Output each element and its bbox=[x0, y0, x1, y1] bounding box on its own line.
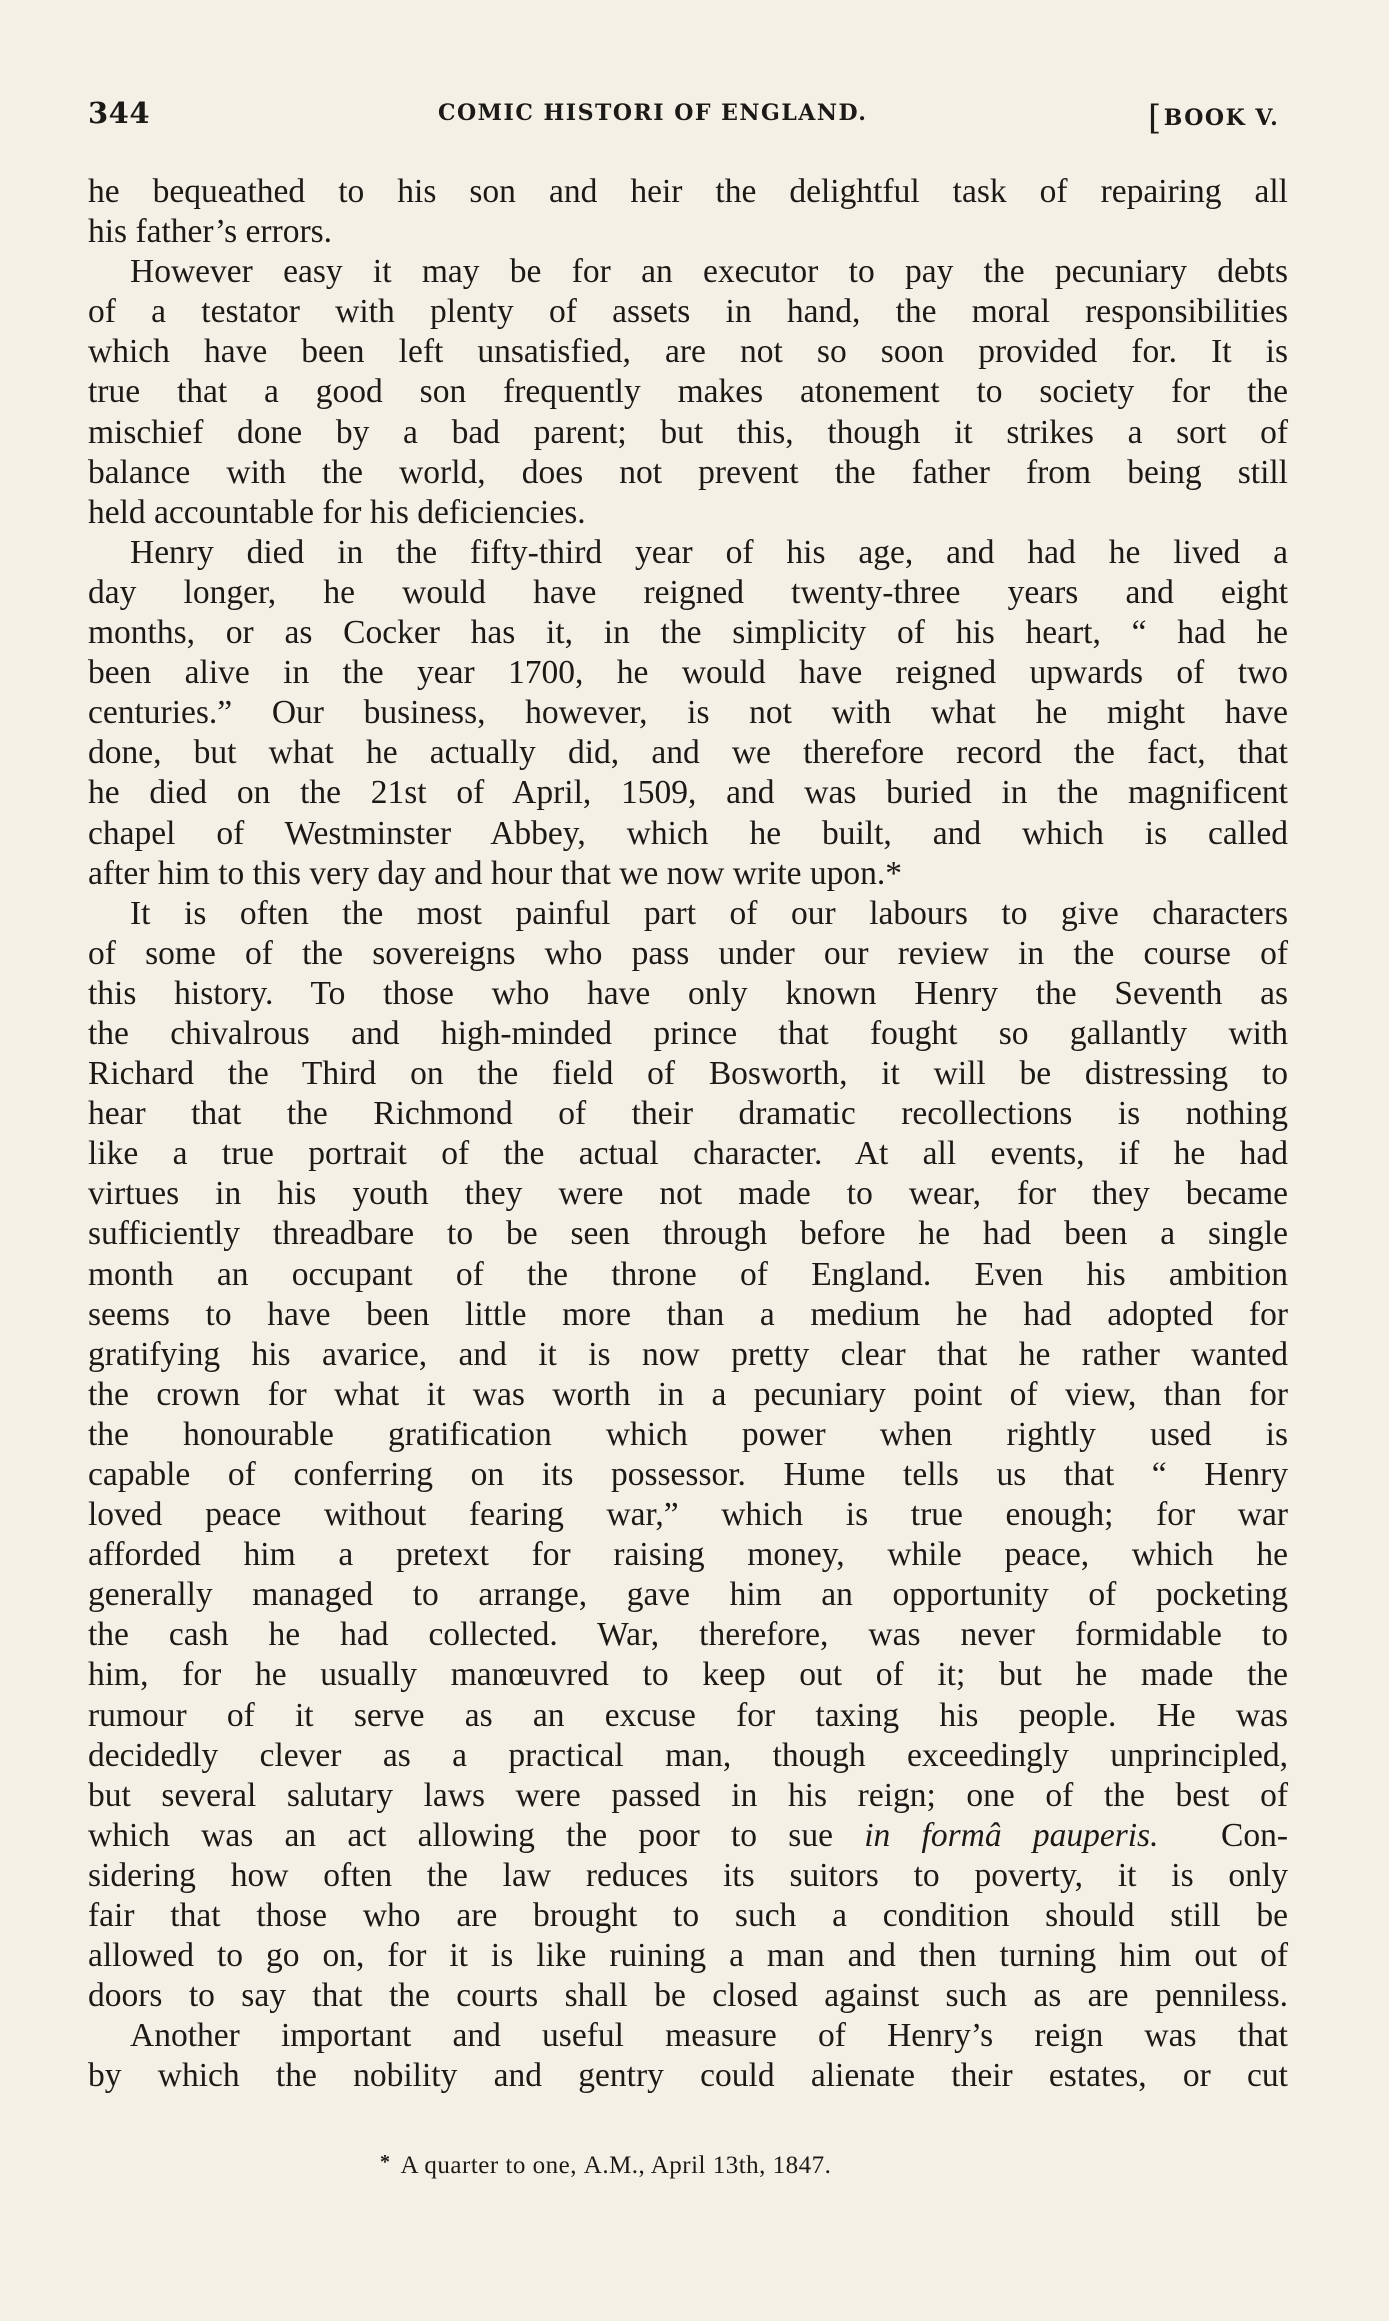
text-line bbox=[88, 1856, 1288, 1896]
text-line-content: the honourable gratification which power when rightly used is bbox=[88, 1415, 1288, 1453]
text-line bbox=[88, 533, 1288, 573]
text-line-content: month an occupant of the throne of England. Even his ambition bbox=[88, 1255, 1288, 1293]
text-line bbox=[88, 252, 1288, 292]
text-line bbox=[88, 1094, 1288, 1134]
text-line bbox=[88, 332, 1288, 372]
text-line bbox=[88, 1415, 1288, 1455]
text-line-content: virtues in his youth they were not made to wear, for they became bbox=[88, 1175, 1288, 1213]
text-line-content: months, or as Cocker has it, in the simplicity of his heart, “ had he bbox=[88, 614, 1288, 652]
text-line-content: afforded him a pretext for raising money, while peace, which he bbox=[88, 1536, 1288, 1574]
text-line bbox=[88, 693, 1288, 733]
text-line-content: Richard the Third on the field of Bosworth, it will be distressing to bbox=[88, 1055, 1288, 1093]
text-line-content: decidedly clever as a practical man, though exceedingly unprincipled, bbox=[88, 1736, 1288, 1774]
text-line-content: Another important and useful measure of Henry’s reign was that bbox=[130, 2017, 1288, 2055]
text-line bbox=[88, 854, 1288, 894]
text-line bbox=[88, 1134, 1288, 1174]
text-line bbox=[88, 1776, 1288, 1816]
latin-phrase: in formâ pauperis. bbox=[864, 1816, 1159, 1854]
text-line-content: day longer, he would have reigned twenty-three years and eight bbox=[88, 573, 1288, 611]
text-line bbox=[88, 493, 1288, 533]
footnote-text-after: April 13th, 1847. bbox=[650, 2152, 832, 2179]
text-line-content: sufficiently threadbare to be seen through before he had been a single bbox=[88, 1215, 1288, 1253]
text-line-content: been alive in the year 1700, he would have reigned upwards of two bbox=[88, 654, 1288, 692]
text-line bbox=[88, 172, 1288, 212]
text-line bbox=[88, 2016, 1288, 2056]
text-line-content: but several salutary laws were passed in his reign; one of the best of bbox=[88, 1776, 1288, 1814]
text-line bbox=[88, 773, 1288, 813]
text-line bbox=[88, 1214, 1288, 1254]
text-line bbox=[88, 1255, 1288, 1295]
text-line-content: which have been left unsatisfied, are not so soon provided for. It is bbox=[88, 333, 1288, 371]
footnote-abbrev: A.M., bbox=[583, 2152, 646, 2179]
text-line bbox=[88, 1696, 1288, 1736]
text-line-content: generally managed to arrange, gave him an opportunity of pocketing bbox=[88, 1576, 1288, 1614]
text-line-content: true that a good son frequently makes atonement to society for the bbox=[88, 373, 1288, 411]
text-line bbox=[88, 733, 1288, 773]
text-line-content: he bequeathed to his son and heir the delightful task of repairing all bbox=[88, 173, 1288, 210]
text-line-content: It is often the most painful part of our labours to give characters bbox=[130, 894, 1288, 932]
text-line bbox=[88, 1335, 1288, 1375]
book-label-text: BOOK V. bbox=[1163, 105, 1280, 131]
text-line-content: allowed to go on, for it is like ruining a man and then turning him out of bbox=[88, 1937, 1288, 1975]
text-line-content: him, for he usually manœuvred to keep out of it; but he made the bbox=[88, 1656, 1288, 1694]
text-line bbox=[88, 1575, 1288, 1615]
text-line bbox=[88, 1375, 1288, 1415]
book-label bbox=[1148, 98, 1279, 138]
body-text bbox=[88, 172, 1288, 2097]
text-line-content: balance with the world, does not prevent the father from being still bbox=[88, 453, 1288, 491]
text-line bbox=[88, 1014, 1288, 1054]
text-line bbox=[88, 1736, 1288, 1776]
text-line bbox=[88, 1535, 1288, 1575]
running-title: COMIC HISTORI OF ENGLAND. bbox=[438, 100, 868, 126]
text-line bbox=[88, 1495, 1288, 1535]
text-line bbox=[88, 1655, 1288, 1695]
text-line bbox=[88, 2056, 1288, 2096]
footnote bbox=[380, 2151, 831, 2180]
text-line bbox=[88, 1976, 1288, 2016]
text-line bbox=[88, 1295, 1288, 1335]
text-line-content: the cash he had collected. War, therefore, was never formidable to bbox=[88, 1616, 1288, 1654]
running-header bbox=[88, 96, 1288, 136]
text-line bbox=[88, 212, 1288, 252]
text-line-content: after him to this very day and hour that we now write upon.* bbox=[88, 854, 903, 892]
text-line-content: held accountable for his deficiencies. bbox=[88, 493, 586, 531]
text-line-content: However easy it may be for an executor to pay the pecuniary debts bbox=[130, 253, 1288, 291]
text-line-content: sidering how often the law reduces its suitors to poverty, it is only bbox=[88, 1856, 1288, 1894]
text-line-content: done, but what he actually did, and we therefore record the fact, that bbox=[88, 734, 1288, 772]
text-line bbox=[88, 573, 1288, 613]
text-line bbox=[88, 1174, 1288, 1214]
text-line-content: gratifying his avarice, and it is now pretty clear that he rather wanted bbox=[88, 1335, 1288, 1373]
text-line-content: capable of conferring on its possessor. Hume tells us that “ Henry bbox=[88, 1456, 1288, 1493]
text-line bbox=[88, 292, 1288, 332]
text-line-continuation: Con- bbox=[1158, 1816, 1288, 1854]
text-line bbox=[88, 1896, 1288, 1936]
text-line-content: doors to say that the courts shall be closed against such as are penniless. bbox=[88, 1977, 1288, 2015]
page-number: 344 bbox=[88, 96, 151, 130]
text-line-content: seems to have been little more than a medium he had adopted for bbox=[88, 1295, 1288, 1333]
text-line bbox=[88, 974, 1288, 1014]
text-line-content: chapel of Westminster Abbey, which he built, and which is called bbox=[88, 814, 1288, 852]
text-line bbox=[88, 413, 1288, 453]
text-line bbox=[88, 613, 1288, 653]
footnote-mark: * bbox=[380, 2151, 391, 2173]
text-line bbox=[88, 1615, 1288, 1655]
book-bracket: [ bbox=[1148, 98, 1163, 138]
text-line bbox=[88, 372, 1288, 412]
text-line-content: his father’s errors. bbox=[88, 213, 333, 251]
text-line-content: mischief done by a bad parent; but this, though it strikes a sort of bbox=[88, 413, 1288, 451]
text-line bbox=[88, 894, 1288, 934]
text-line-content: of a testator with plenty of assets in hand, the moral responsibilities bbox=[88, 293, 1288, 331]
text-line-content: centuries.” Our business, however, is not with what he might have bbox=[88, 694, 1288, 732]
text-line bbox=[88, 453, 1288, 493]
text-line-content: Henry died in the fifty-third year of his age, and had he lived a bbox=[130, 533, 1288, 571]
text-line-content: by which the nobility and gentry could alienate their estates, or cut bbox=[88, 2057, 1288, 2095]
text-line-content: which was an act allowing the poor to sue bbox=[88, 1816, 833, 1854]
text-line bbox=[88, 653, 1288, 693]
text-line-content: the chivalrous and high-minded prince that fought so gallantly with bbox=[88, 1014, 1288, 1052]
text-line-content: like a true portrait of the actual character. At all events, if he had bbox=[88, 1135, 1288, 1173]
text-line-content: of some of the sovereigns who pass under our review in the course of bbox=[88, 934, 1288, 972]
text-line bbox=[88, 1936, 1288, 1976]
text-line bbox=[88, 934, 1288, 974]
text-line bbox=[88, 1054, 1288, 1094]
text-line bbox=[88, 1455, 1288, 1495]
text-line bbox=[88, 814, 1288, 854]
text-line-content: the crown for what it was worth in a pecuniary point of view, than for bbox=[88, 1375, 1288, 1413]
text-line-content: this history. To those who have only known Henry the Seventh as bbox=[88, 974, 1288, 1012]
text-line bbox=[88, 1816, 1288, 1856]
footnote-text-before: A quarter to one, bbox=[400, 2152, 578, 2179]
text-line-content: loved peace without fearing war,” which is true enough; for war bbox=[88, 1496, 1288, 1534]
text-line-content: fair that those who are brought to such a condition should still be bbox=[88, 1897, 1288, 1935]
text-line-content: rumour of it serve as an excuse for taxing his people. He was bbox=[88, 1696, 1288, 1734]
text-line-content: hear that the Richmond of their dramatic recollections is nothing bbox=[88, 1095, 1288, 1133]
text-line-content: he died on the 21st of April, 1509, and was buried in the magnificent bbox=[88, 774, 1288, 812]
